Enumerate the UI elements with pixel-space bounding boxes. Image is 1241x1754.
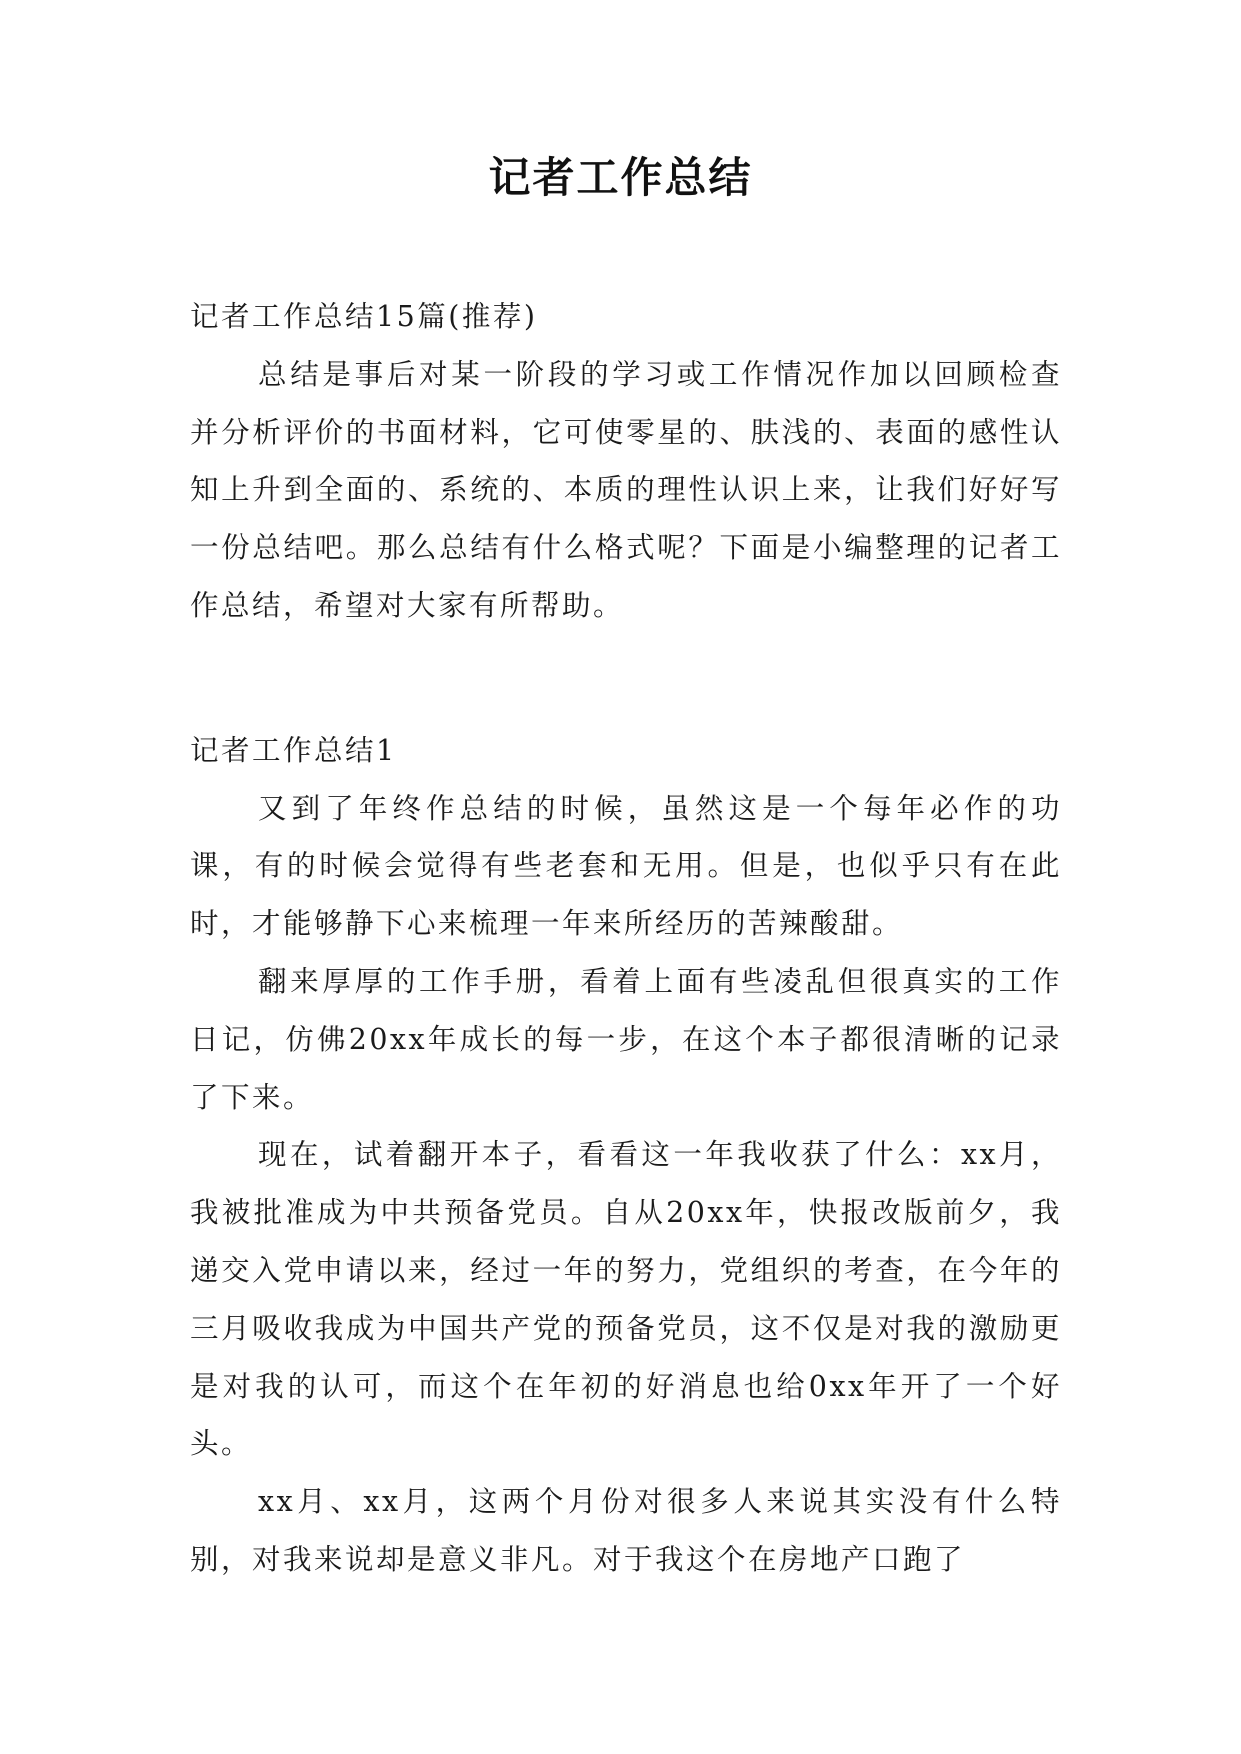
body-paragraph: 现在，试着翻开本子，看看这一年我收获了什么：xx月，我被批准成为中共预备党员。自从20xx年，快报改版前夕，我递交入党申请以来，经过一年的努力，党组织的考查，在今年的三月吸收我成为中国共产党的预备党员，这不仅是对我的激励更是对我的认可，而这个在年初的好消息也给0xx年开了一个好头。 xyxy=(190,1138,1062,1461)
collection-heading: 记者工作总结15篇(推荐) xyxy=(190,300,538,333)
intro-paragraph: 总结是事后对某一阶段的学习或工作情况作加以回顾检查并分析评价的书面材料，它可使零星的、肤浅的、表面的感性认知上升到全面的、系统的、本质的理性认识上来，让我们好好写一份总结吧。那么总结有什么格式呢？下面是小编整理的记者工作总结，希望对大家有所帮助。 xyxy=(190,357,1062,622)
section-heading: 记者工作总结1 xyxy=(190,733,397,767)
body-paragraph: 又到了年终作总结的时候，虽然这是一个每年必作的功课，有的时候会觉得有些老套和无用。但是，也似乎只有在此时，才能够静下心来梳理一年来所经历的苦辣酸甜。 xyxy=(190,791,1062,941)
section-spacer xyxy=(190,635,1062,722)
body-paragraph: 翻来厚厚的工作手册，看着上面有些凌乱但很真实的工作日记，仿佛20xx年成长的每一步，在这个本子都很清晰的记录了下来。 xyxy=(190,964,1062,1114)
document-body xyxy=(190,288,1062,1589)
body-paragraph: xx月、xx月，这两个月份对很多人来说其实没有什么特别，对我来说却是意义非凡。对于我这个在房地产口跑了 xyxy=(190,1485,1062,1576)
document-title: 记者工作总结 xyxy=(488,153,753,202)
